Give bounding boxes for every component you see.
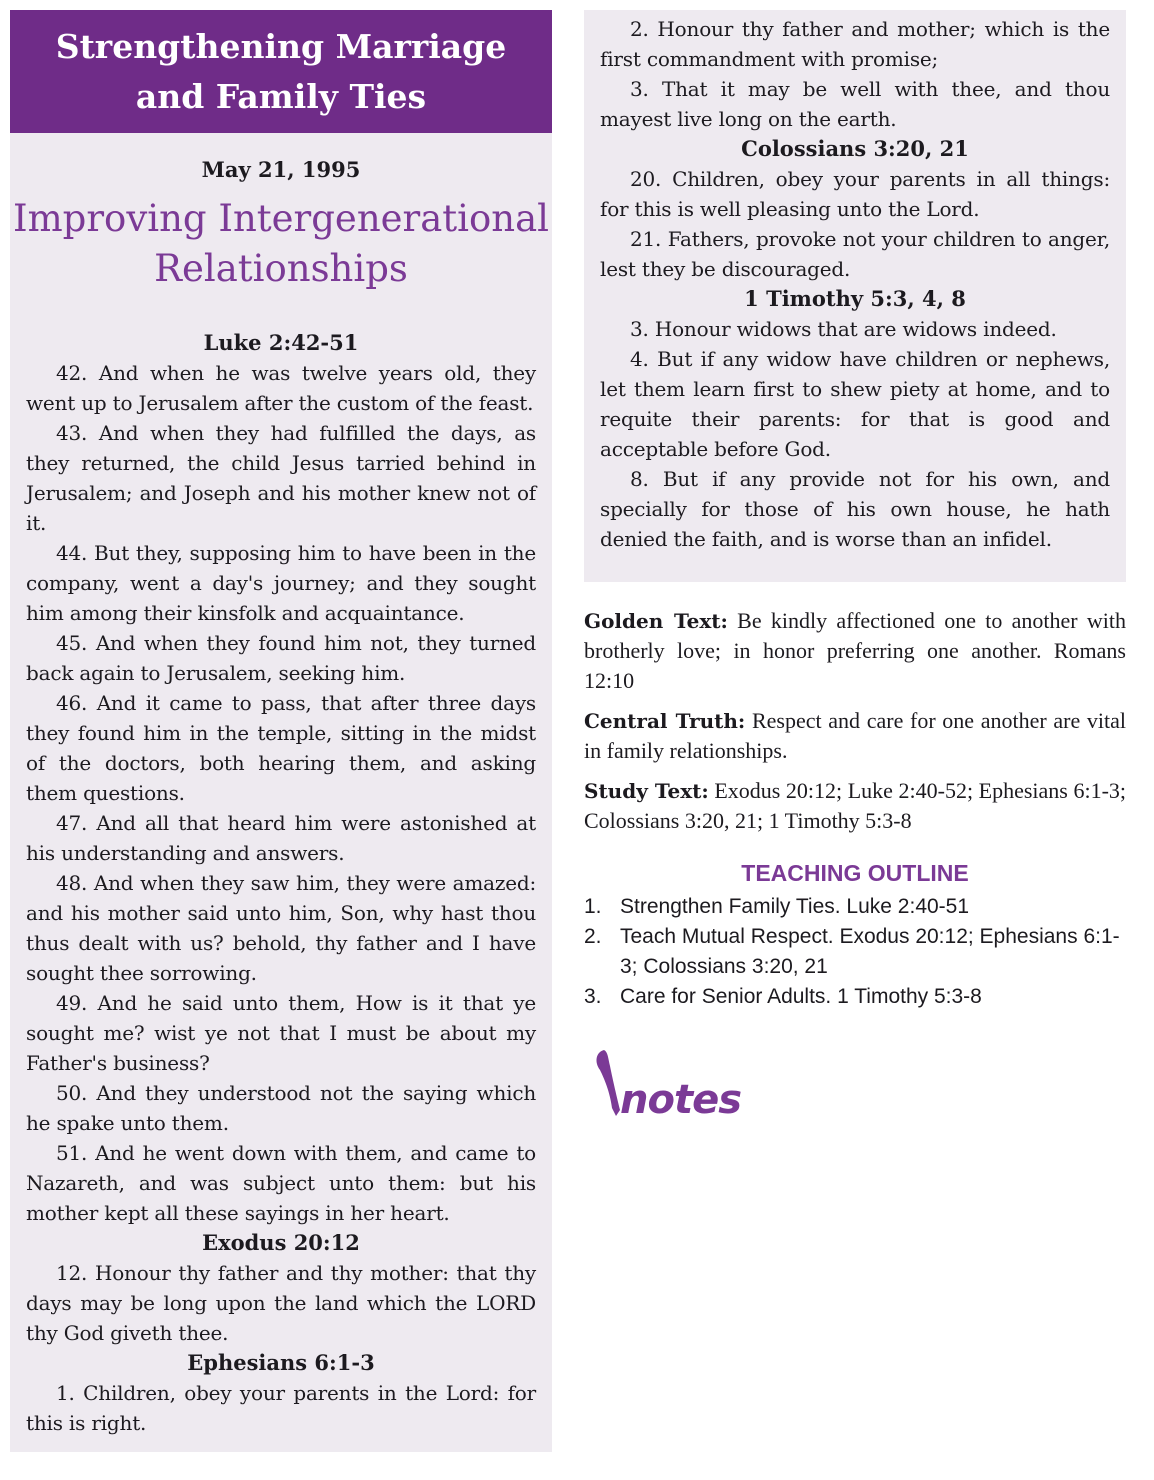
outline-item-number: 1. <box>584 895 602 918</box>
lesson-title-line-2: Relationships <box>154 247 408 290</box>
passage-reference: Ephesians 6:1-3 <box>187 1350 375 1375</box>
verse: 47. And all that heard him were astonished at his understanding and answers. <box>26 811 536 865</box>
outline-item-text: Teach Mutual Respect. Exodus 20:12; Ephesians 6:1-3; Colossians 3:20, 21 <box>620 925 1120 978</box>
scripture-passage <box>584 134 1126 284</box>
verse: 49. And he said unto them, How is it that ye sought me? wist ye not that I must be about my Father's business? <box>26 991 536 1075</box>
study-text-body: Exodus 20:12; Luke 2:40-52; Ephesians 6:1-3; Colossians 3:20, 21; 1 Timothy 5:3-8 <box>584 778 1127 833</box>
passage-reference: Exodus 20:12 <box>202 1230 360 1255</box>
lesson-date: May 21, 1995 <box>201 157 361 182</box>
verse: 50. And they understood not the saying which he spake unto them. <box>26 1081 536 1135</box>
notes-heading <box>594 1042 794 1122</box>
teaching-outline <box>584 892 1126 1012</box>
golden-text-label: Golden Text: <box>584 609 728 633</box>
verse: 8. But if any provide not for his own, and specially for those of his own house, he hath denied the faith, and is worse than an infidel. <box>600 467 1110 551</box>
right-passages <box>584 10 1126 554</box>
lesson-title <box>10 194 552 294</box>
scripture-passage <box>584 14 1126 134</box>
verse: 44. But they, supposing him to have been in the company, went a day's journey; and they sought him among their kinsfolk and acquaintance. <box>26 541 536 625</box>
study-text-label: Study Text: <box>584 779 709 803</box>
scripture-passage <box>10 1228 552 1348</box>
verse: 42. And when he was twelve years old, they went up to Jerusalem after the custom of the feast. <box>26 361 536 415</box>
verse: 43. And when they had fulfilled the days, as they returned, the child Jesus tarried behind in Jerusalem; and Joseph and his mother knew not of it. <box>26 421 536 535</box>
verse: 4. But if any widow have children or nephews, let them learn first to shew piety at home, and to requite their parents: for that is good and acceptable before God. <box>600 347 1110 461</box>
outline-item-number: 3. <box>584 985 602 1008</box>
central-truth-label: Central Truth: <box>584 709 746 733</box>
left-column <box>10 10 552 1452</box>
left-passages <box>10 328 552 1438</box>
outline-item <box>584 922 1126 982</box>
banner-line-1: Strengthening Marriage <box>55 27 507 66</box>
scripture-passage <box>10 328 552 1228</box>
verse: 3. Honour widows that are widows indeed. <box>630 317 1057 341</box>
study-text <box>584 776 1126 836</box>
verse: 3. That it may be well with thee, and thou mayest live long on the earth. <box>600 77 1110 131</box>
verse: 20. Children, obey your parents in all things: for this is well pleasing unto the Lord. <box>600 167 1110 221</box>
outline-item-number: 2. <box>584 925 602 948</box>
series-banner <box>10 10 552 133</box>
verse: 46. And it came to pass, that after three days they found him in the temple, sitting in the midst of the doctors, both hearing them, and asking them questions. <box>26 691 536 805</box>
central-truth-body: Respect and care for one another are vital in family relationships. <box>584 708 1126 763</box>
scripture-passage <box>584 284 1126 554</box>
outline-item <box>584 982 1126 1012</box>
passage-reference: 1 Timothy 5:3, 4, 8 <box>744 286 966 311</box>
outline-item-text: Care for Senior Adults. 1 Timothy 5:3-8 <box>620 985 982 1008</box>
verse: 48. And when they saw him, they were amazed: and his mother said unto him, Son, why hast thou thus dealt with us? behold, thy father and I have sought thee sorrowing. <box>26 871 536 985</box>
golden-text <box>584 606 1126 696</box>
verse: 12. Honour thy father and thy mother: that thy days may be long upon the land which the LORD thy God giveth thee. <box>26 1261 536 1345</box>
banner-line-2: and Family Ties <box>135 77 427 116</box>
lesson-info <box>584 606 1126 1012</box>
central-truth <box>584 706 1126 766</box>
verse: 51. And he went down with them, and came to Nazareth, and was subject unto them: but his mother kept all these sayings in her heart. <box>26 1141 536 1225</box>
verse: 45. And when they found him not, they turned back again to Jerusalem, seeking him. <box>26 631 536 685</box>
passage-reference: Colossians 3:20, 21 <box>741 136 969 161</box>
scripture-passage <box>10 1348 552 1438</box>
passage-reference: Luke 2:42-51 <box>203 330 359 355</box>
outline-item-text: Strengthen Family Ties. Luke 2:40-51 <box>620 895 970 918</box>
right-column-passages <box>584 10 1126 582</box>
verse: 1. Children, obey your parents in the Lord: for this is right. <box>26 1381 536 1435</box>
verse: 21. Fathers, provoke not your children to anger, lest they be discouraged. <box>600 227 1110 281</box>
outline-title: TEACHING OUTLINE <box>741 860 969 886</box>
verse: 2. Honour thy father and mother; which is the first commandment with promise; <box>600 17 1110 71</box>
golden-text-body: Be kindly affectioned one to another with brotherly love; in honor preferring one another. Romans 12:10 <box>584 608 1126 693</box>
lesson-title-line-1: Improving Intergenerational <box>12 197 549 240</box>
outline-item <box>584 892 1126 922</box>
notes-label: notes <box>620 1077 742 1123</box>
